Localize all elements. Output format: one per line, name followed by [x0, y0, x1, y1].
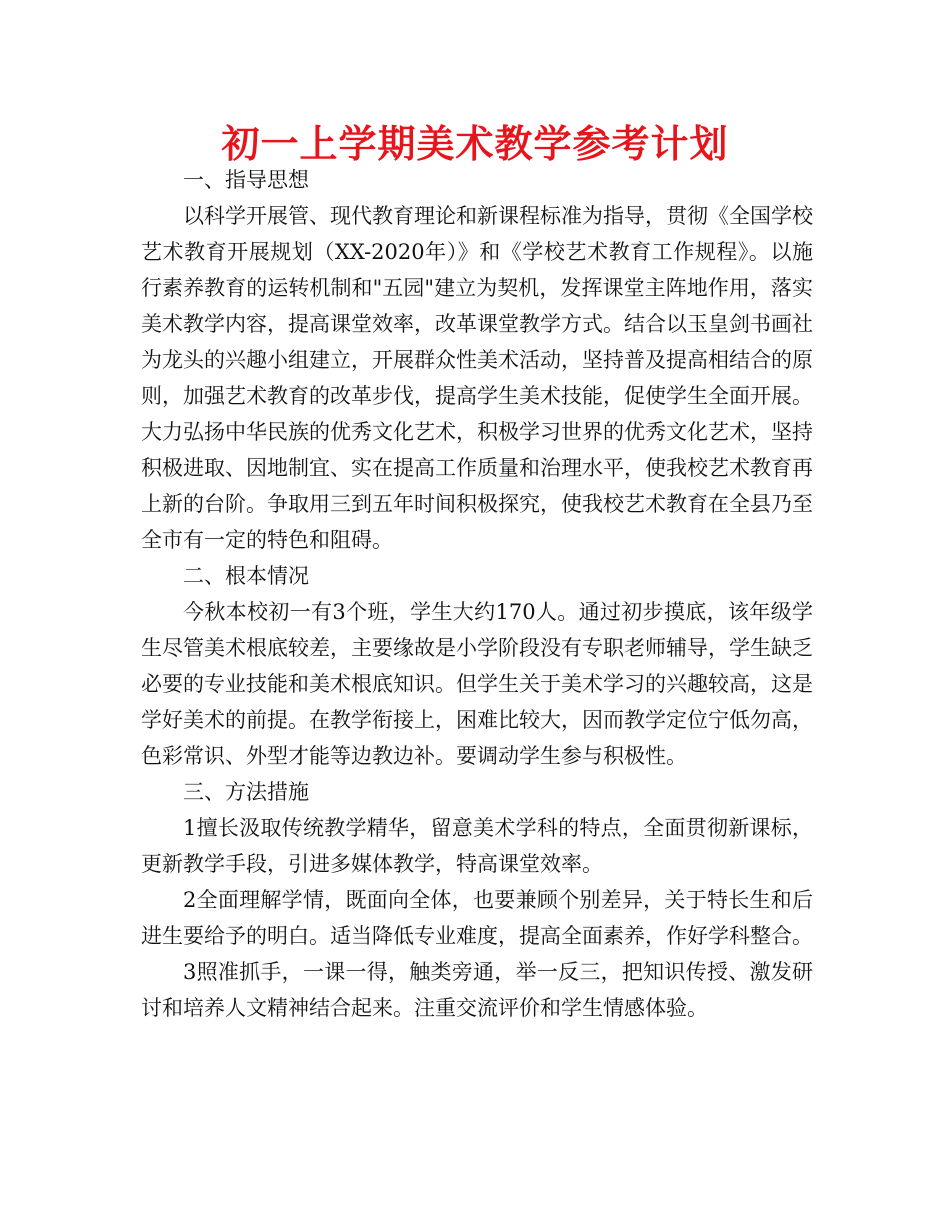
paragraph-guiding-ideology: 以科学开展管、现代教育理论和新课程标准为指导，贯彻《全国学校艺术教育开展规划（XX-2020年）》和《学校艺术教育工作规程》。以施行素养教育的运转机制和"五园"建立为契机，发挥课堂主阵地作用，落实美术教学内容，提高课堂效率，改革课堂教学方式。结合以玉皇剑书画社为龙头的兴趣小组建立，开展群众性美术活动，坚持普及提高相结合的原则，加强艺术教育的改革步伐，提高学生美术技能，促使学生全面开展。大力弘扬中华民族的优秀文化艺术，积极学习世界的优秀文化艺术，坚持积极进取、因地制宜、实在提高工作质量和治理水平，使我校艺术教育再上新的台阶。争取用三到五年时间积极探究，使我校艺术教育在全县乃至全市有一定的特色和阻碍。: [141, 204, 813, 552]
paragraph-measure-3: 3照准抓手，一课一得，触类旁通，举一反三，把知识传授、激发研讨和培养人文精神结合起来。注重交流评价和学生情感体验。: [141, 960, 813, 1020]
document-title: 初一上学期美术教学参考计划: [221, 122, 729, 166]
paragraph-measure-2: 2全面理解学情，既面向全体，也要兼顾个别差异，关于特长生和后进生要给予的明白。适当降低专业难度，提高全面素养，作好学科整合。: [141, 888, 813, 948]
document-body: [141, 162, 813, 1026]
section-heading-basic-situation: 二、根本情况: [183, 564, 309, 588]
section-heading-guiding-ideology: 一、指导思想: [183, 168, 309, 192]
paragraph-basic-situation: 今秋本校初一有3个班，学生大约170人。通过初步摸底，该年级学生尽管美术根底较差，主要缘故是小学阶段没有专职老师辅导，学生缺乏必要的专业技能和美术根底知识。但学生关于美术学习的兴趣较高，这是学好美术的前提。在教学衔接上，困难比较大，因而教学定位宁低勿高，色彩常识、外型才能等边教边补。要调动学生参与积极性。: [141, 600, 813, 768]
paragraph-measure-1: 1擅长汲取传统教学精华，留意美术学科的特点，全面贯彻新课标，更新教学手段，引进多媒体教学，特高课堂效率。: [141, 816, 813, 876]
section-heading-measures: 三、方法措施: [183, 780, 309, 804]
